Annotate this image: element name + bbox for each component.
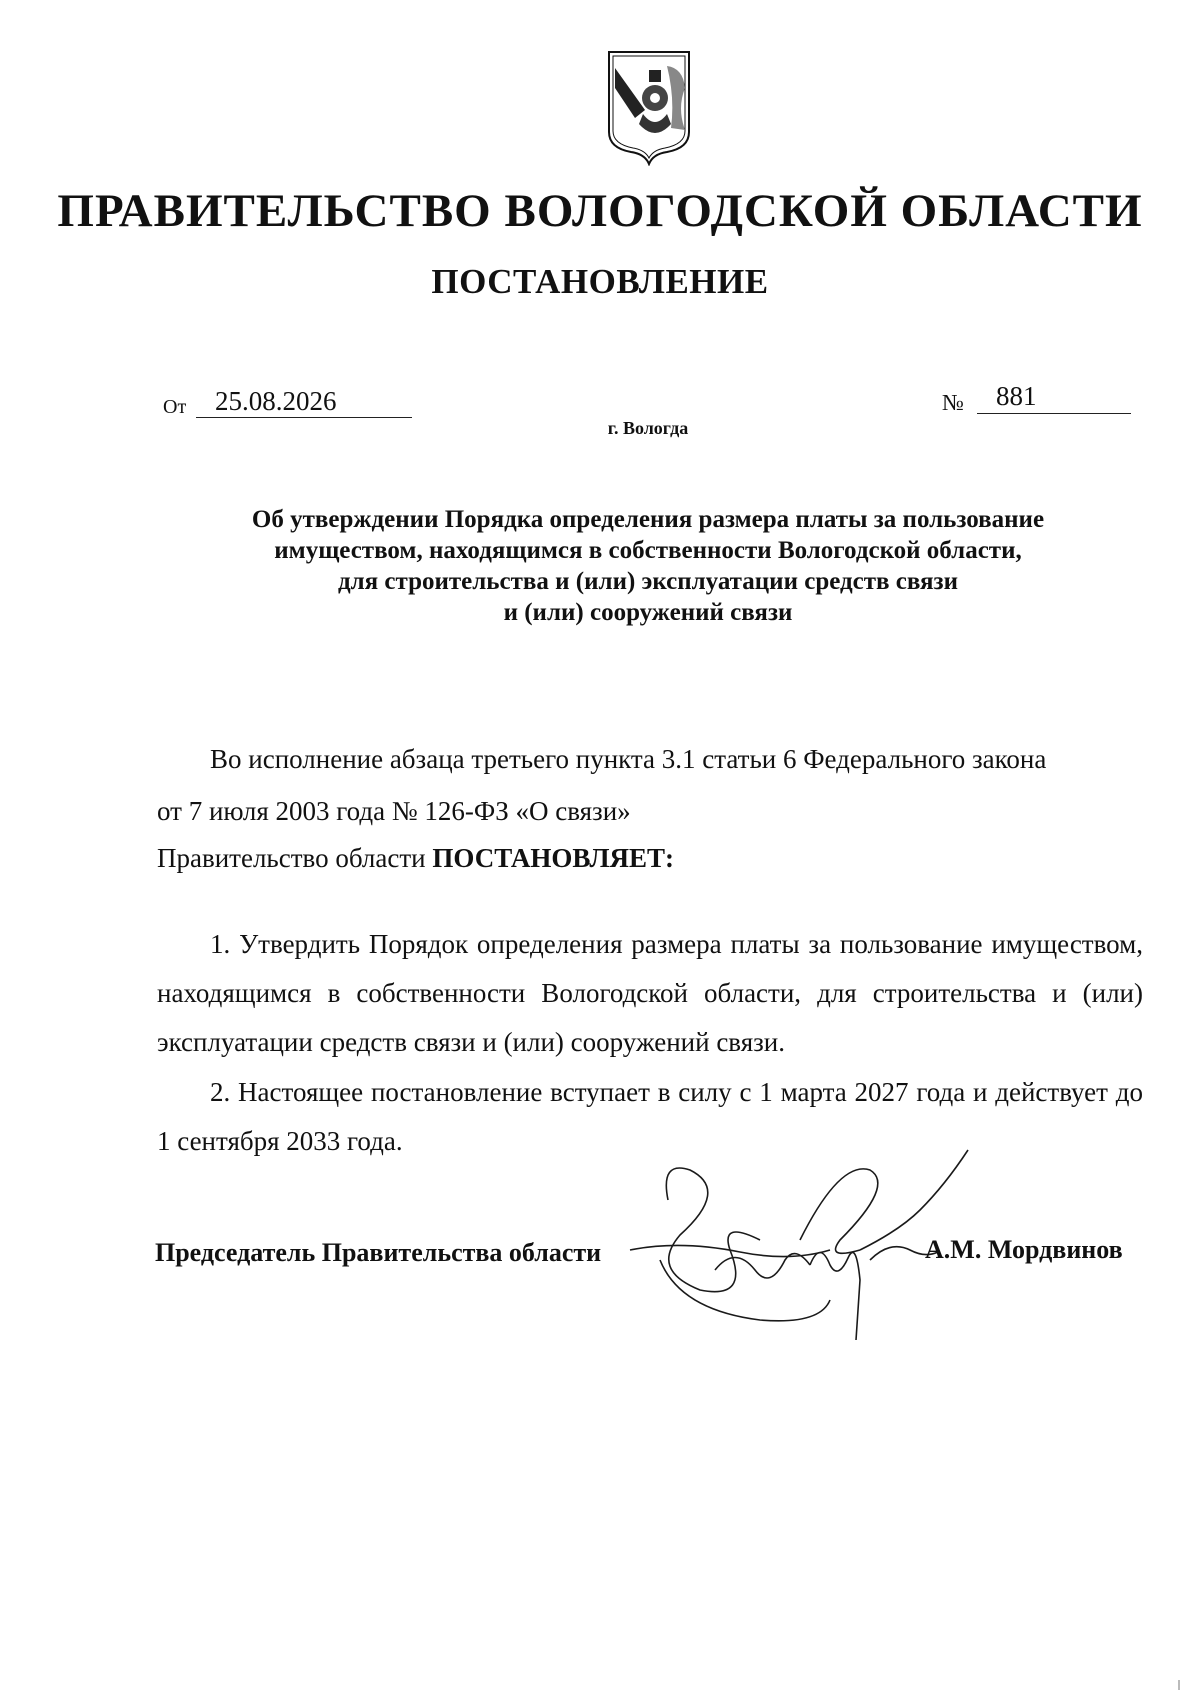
resolution-item-1: 1. Утвердить Порядок определения размера платы за пользование имуществом, находящимся в собственности Вологодской области, для строительства и (или) эксплуатации средств связи и (или) сооружений связи. <box>157 929 1143 1057</box>
date-label: От <box>163 396 187 418</box>
number-underline <box>977 413 1131 414</box>
intro-line: Во исполнение абзаца третьего пункта 3.1 статьи 6 Федерального закона <box>210 744 1047 774</box>
subject-line: и (или) сооружений связи <box>503 599 793 626</box>
document-number: 881 <box>996 381 1037 411</box>
coat-of-arms-icon <box>605 48 693 166</box>
resolution-keyword: ПОСТАНОВЛЯЕТ: <box>432 843 674 873</box>
signer-title: Председатель Правительства области <box>155 1238 602 1267</box>
document-type: ПОСТАНОВЛЕНИЕ <box>431 262 769 301</box>
subject-line: имуществом, находящимся в собственности Вологодской области, <box>274 537 1022 564</box>
resolution-prefix: Правительство области <box>157 843 433 873</box>
subject-line: для строительства и (или) эксплуатации средств связи <box>337 568 959 595</box>
city: г. Вологда <box>607 418 689 438</box>
scan-mark <box>1178 1680 1180 1690</box>
intro-line: от 7 июля 2003 года № 126-ФЗ «О связи» <box>157 796 631 826</box>
resolution-item-2: 2. Настоящее постановление вступает в силу с 1 марта 2027 года и действует до 1 сентября 2033 года. <box>157 1077 1143 1156</box>
subject-line: Об утверждении Порядка определения размера платы за пользование <box>251 506 1045 533</box>
document-date: 25.08.2026 <box>215 386 337 416</box>
resolution-line <box>157 843 674 874</box>
signer-name: А.М. Мордвинов <box>925 1235 1123 1264</box>
number-label: № <box>942 390 964 415</box>
document-subject <box>150 504 1146 628</box>
organization-title: ПРАВИТЕЛЬСТВО ВОЛОГОДСКОЙ ОБЛАСТИ <box>57 185 1143 237</box>
